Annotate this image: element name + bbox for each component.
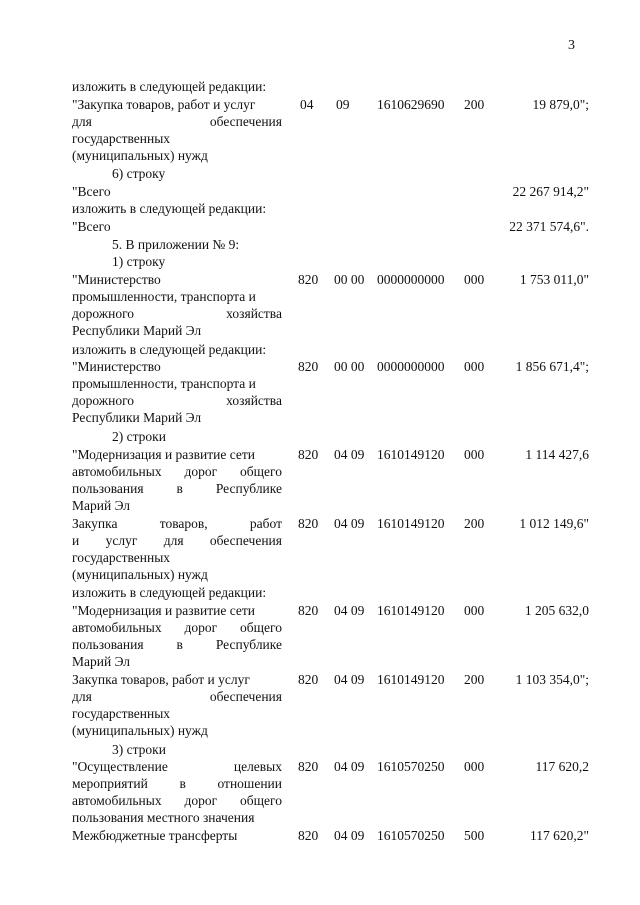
code-section: 04 09 bbox=[334, 672, 365, 687]
code-target: 0000000000 bbox=[377, 272, 445, 287]
total-label: "Всего bbox=[72, 219, 111, 234]
row-description: "Министерство промышленности, транспорта и дорожного хозяйства Республики Марий Эл bbox=[72, 272, 282, 338]
code-ministry: 820 bbox=[298, 516, 319, 531]
row-description: "Модернизация и развитие сети автомобильных дорог общего пользования в Республике Марий Эл bbox=[72, 603, 282, 669]
code-type: 000 bbox=[464, 603, 485, 618]
total-amount: 22 371 574,6". bbox=[509, 219, 589, 234]
code-section: 04 bbox=[300, 97, 314, 112]
code-target: 1610570250 bbox=[377, 759, 445, 774]
code-ministry: 820 bbox=[298, 272, 319, 287]
code-section: 04 09 bbox=[334, 447, 365, 462]
code-type: 200 bbox=[464, 516, 485, 531]
section-heading: 5. В приложении № 9: bbox=[112, 237, 240, 252]
amount: 1 753 011,0" bbox=[519, 272, 589, 287]
code-section: 04 09 bbox=[334, 516, 365, 531]
instruction-line: 1) строку bbox=[112, 254, 166, 269]
instruction-line: изложить в следующей редакции: bbox=[72, 342, 267, 357]
amount: 1 114 427,6 bbox=[525, 447, 589, 462]
instruction-line: изложить в следующей редакции: bbox=[72, 585, 267, 600]
code-type: 000 bbox=[464, 272, 485, 287]
row-description: "Осуществление целевых мероприятий в отношении автомобильных дорог общего пользования местного значения bbox=[72, 759, 282, 825]
row-description: "Модернизация и развитие сети автомобильных дорог общего пользования в Республике Марий Эл bbox=[72, 447, 282, 513]
code-subsection: 09 bbox=[336, 97, 350, 112]
amount: 117 620,2 bbox=[535, 759, 589, 774]
row-description: Закупка товаров, работ и услуг для обеспечения государственных (муниципальных) нужд bbox=[72, 516, 282, 582]
page-number: 3 bbox=[568, 38, 575, 53]
code-target: 1610149120 bbox=[377, 516, 445, 531]
amount: 1 103 354,0"; bbox=[515, 672, 589, 687]
amount: 1 856 671,4"; bbox=[515, 359, 589, 374]
code-type: 500 bbox=[464, 828, 485, 843]
code-ministry: 820 bbox=[298, 828, 319, 843]
code-ministry: 820 bbox=[298, 359, 319, 374]
row-description: Закупка товаров, работ и услуг для обеспечения государственных (муниципальных) нужд bbox=[72, 672, 282, 738]
code-target: 1610570250 bbox=[377, 828, 445, 843]
code-type: 000 bbox=[464, 759, 485, 774]
row-description: "Закупка товаров, работ и услуг для обеспечения государственных (муниципальных) нужд bbox=[72, 97, 282, 163]
amount: 1 205 632,0 bbox=[524, 603, 589, 618]
instruction-line: изложить в следующей редакции: bbox=[72, 201, 267, 216]
code-type: 200 bbox=[464, 97, 485, 112]
code-ministry: 820 bbox=[298, 603, 319, 618]
code-section: 04 09 bbox=[334, 759, 365, 774]
code-target: 0000000000 bbox=[377, 359, 445, 374]
code-target: 1610149120 bbox=[377, 672, 445, 687]
code-target: 1610149120 bbox=[377, 603, 445, 618]
code-section: 00 00 bbox=[334, 272, 365, 287]
code-type: 000 bbox=[464, 447, 485, 462]
code-type: 000 bbox=[464, 359, 485, 374]
row-description: "Министерство промышленности, транспорта и дорожного хозяйства Республики Марий Эл bbox=[72, 359, 282, 425]
code-target: 1610149120 bbox=[377, 447, 445, 462]
code-section: 04 09 bbox=[334, 828, 365, 843]
amount: 117 620,2" bbox=[529, 828, 589, 843]
total-amount: 22 267 914,2" bbox=[512, 184, 589, 199]
total-label: "Всего bbox=[72, 184, 111, 199]
code-ministry: 820 bbox=[298, 759, 319, 774]
row-description: Межбюджетные трансферты bbox=[72, 828, 238, 843]
code-section: 00 00 bbox=[334, 359, 365, 374]
instruction-line: 3) строки bbox=[112, 742, 166, 757]
instruction-line: 2) строки bbox=[112, 429, 166, 444]
instruction-line: 6) строку bbox=[112, 166, 166, 181]
code-ministry: 820 bbox=[298, 672, 319, 687]
code-target: 1610629690 bbox=[377, 97, 445, 112]
amount: 19 879,0"; bbox=[532, 97, 589, 112]
code-type: 200 bbox=[464, 672, 485, 687]
amount: 1 012 149,6" bbox=[519, 516, 589, 531]
instruction-line: изложить в следующей редакции: bbox=[72, 79, 267, 94]
code-section: 04 09 bbox=[334, 603, 365, 618]
code-ministry: 820 bbox=[298, 447, 319, 462]
